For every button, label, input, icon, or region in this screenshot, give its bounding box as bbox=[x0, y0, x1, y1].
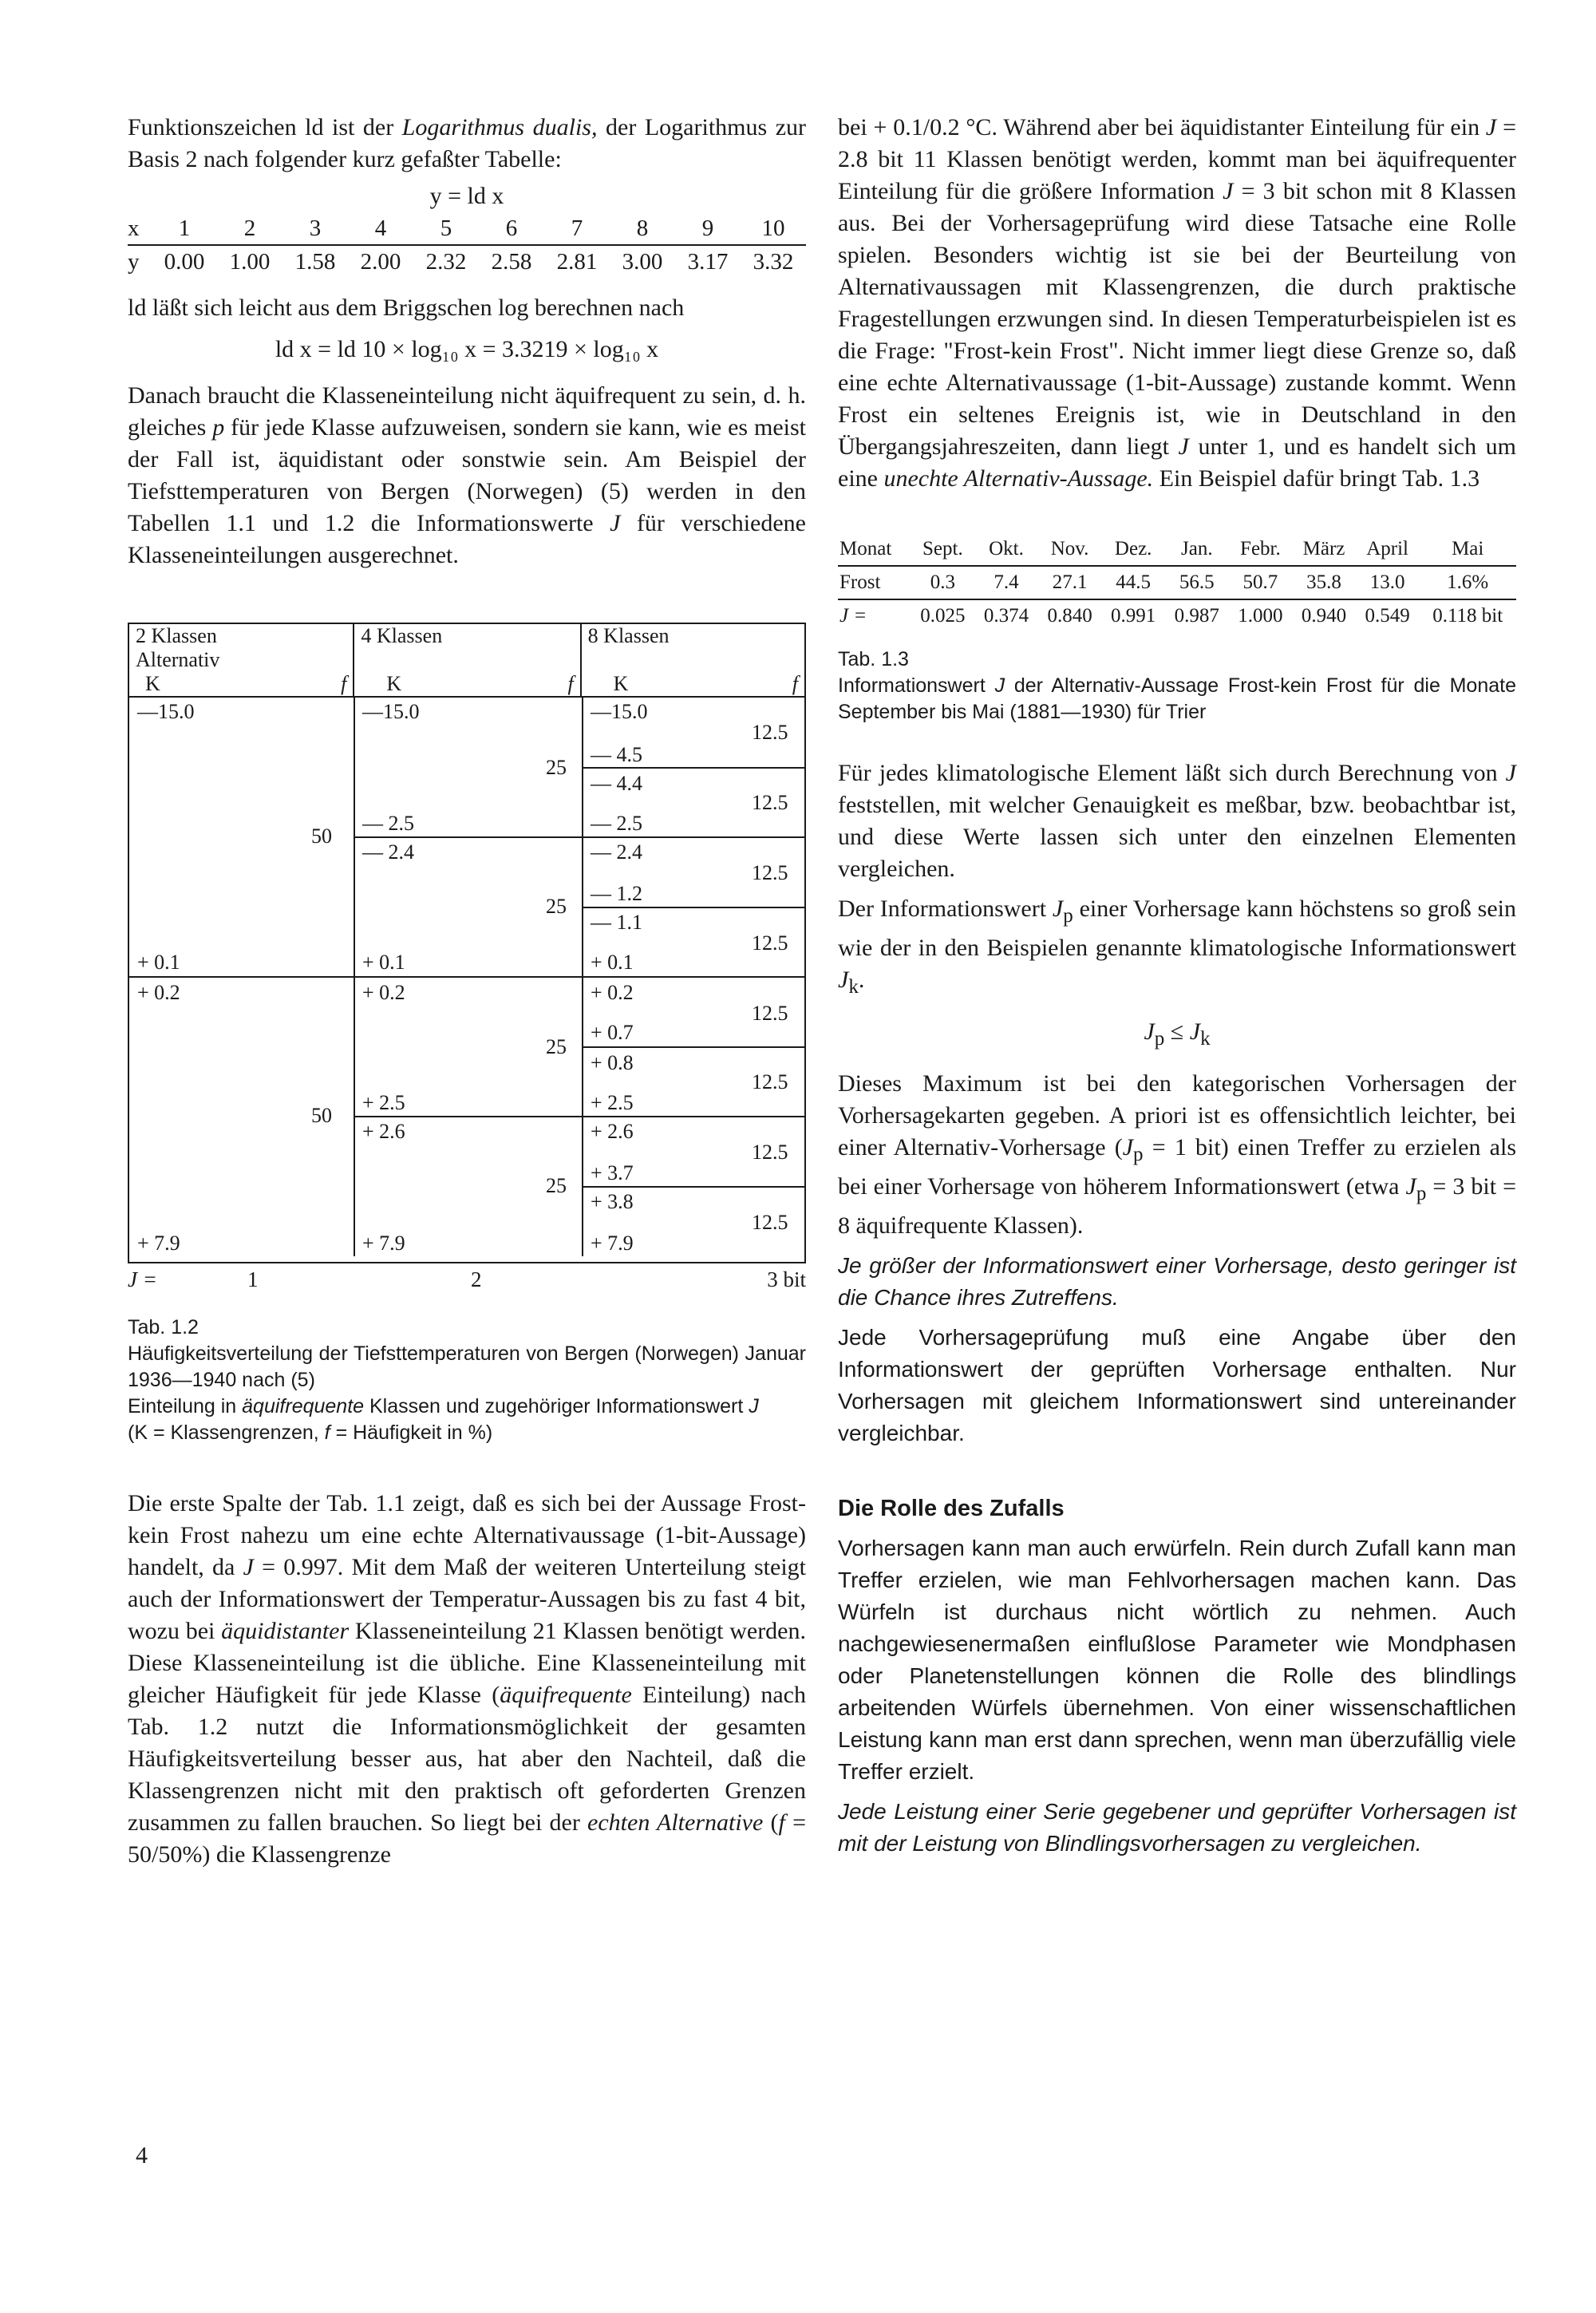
j-row: J = 0.025 0.374 0.840 0.991 0.987 1.000 0.940 0.549 0.118 bit bbox=[839, 605, 1503, 627]
k8-value: + 7.9 bbox=[591, 1232, 634, 1255]
frost-row: Frost 0.3 7.4 27.1 44.5 56.5 50.7 35.8 13.0 1.6% bbox=[838, 566, 1516, 599]
k2-value: + 7.9 bbox=[137, 1232, 180, 1255]
k8-value: + 0.1 bbox=[591, 951, 634, 974]
table-1-3 bbox=[838, 533, 1516, 632]
f8-value: 12.5 bbox=[752, 791, 788, 814]
k2-value: + 0.1 bbox=[137, 951, 180, 974]
f8-value: 12.5 bbox=[752, 721, 788, 744]
k8-value: —15.0 bbox=[591, 700, 648, 723]
caption-table-1-3: Tab. 1.3 Informationswert J der Alternativ-Aussage Frost-kein Frost für die Monate September bis Mai (1881—1930) für Trier bbox=[838, 648, 1516, 723]
ld-table bbox=[128, 212, 806, 278]
frequency-table: 2 Klassen Alternativ 4 Klassen 8 Klassen K f K f K f —15.0 + 0.1 + 0.2 + 7.9 50 50 —15.0 — 2.5 — 2.4 + 0.1 + 0.2 + 2.5 + 2.6 + 7.9 25 25 25 25 —15.0 — 4.5 — 4.4 — 2.5 — 2.4 — 1.2 — 1.1 + 0.1 + 0.2 + 0.7 + 0.8 + 2.5 + 2.6 + 3.7 + 3.8 + 7.9 12.5 12.5 12.5 12.5 12.5 12.5 12.5 12.5 bbox=[128, 623, 806, 1262]
f8-value: 12.5 bbox=[752, 861, 788, 884]
k4-value: + 7.9 bbox=[362, 1232, 405, 1255]
k8-value: + 3.8 bbox=[591, 1190, 634, 1213]
f8-value: 12.5 bbox=[752, 1211, 788, 1234]
k8-value: + 3.7 bbox=[591, 1161, 634, 1184]
statement-blindlingsvorhersagen: Jede Leistung einer Serie gegebener und geprüfter Vorhersagen ist mit der Leistung von Blindlingsvorhersagen zu vergleichen. bbox=[838, 1799, 1516, 1856]
intro-paragraph: Funktionszeichen ld ist der Logarithmus dualis, der Logarithmus zur Basis 2 nach folgender kurz gefaßter Tabelle: bbox=[128, 114, 806, 172]
k8-value: — 4.5 bbox=[591, 743, 642, 766]
k8-value: — 2.4 bbox=[591, 840, 642, 864]
ld-formula: ld x = ld 10 × log₁₀ x = 3.3219 × log₁₀ x bbox=[275, 336, 659, 362]
paragraph-aequidistant: bei + 0.1/0.2 °C. Während aber bei äquidistanter Einteilung für ein J = 2.8 bit 11 Klassen benötigt werden, kommt man bei äquifrequenter Einteilung für die größere Information J = 3 bit schon mit 8 Klassen aus. Bei der Vorhersageprüfung wird diese Tatsache eine Rolle spielen. Besonders wichtig ist sie bei der Beurteilung von Alternativaussagen mit Klassengrenzen, die durch praktische Fragestellungen erzwungen sind. In diesen Temperaturbeispielen ist es die Frage: "Frost-kein Frost". Nicht immer liegt diese Grenze so, daß eine echte Alternativaussage (1-bit-Aussage) zustande kommt. Wenn Frost ein seltenes Ereignis ist, wie in Deutschland in den Übergangsjahreszeiten, dann liegt J unter 1, und es handelt sich um eine unechte Alternativ-Aussage. Ein Beispiel dafür bringt Tab. 1.3 bbox=[838, 114, 1517, 492]
k2-value: + 0.2 bbox=[137, 981, 180, 1004]
k8-value: + 2.5 bbox=[591, 1091, 634, 1114]
f2-value: 50 bbox=[311, 1104, 332, 1127]
k4-value: + 0.2 bbox=[362, 981, 405, 1004]
k8-value: + 0.2 bbox=[591, 981, 634, 1004]
caption-table-1-2: Tab. 1.2 Häufigkeitsverteilung der Tiefsttemperaturen von Bergen (Norwegen) Januar 1936—1940 nach (5) Einteilung in äquifrequente Klassen und zugehöriger Informationswert J (K = Klassengrenzen, f = Häufigkeit in %) bbox=[128, 1316, 806, 1444]
k8-value: + 0.8 bbox=[591, 1051, 634, 1074]
f4-value: 25 bbox=[546, 895, 567, 918]
section-heading: Die Rolle des Zufalls bbox=[838, 1496, 1065, 1521]
paragraph-zufall: Vorhersagen kann man auch erwürfeln. Rein durch Zufall kann man Treffer erzielen, wie man Fehlvorhersagen machen kann. Das Würfeln ist durchaus nicht wörtlich zu nehmen. Auch nachgewiesenermaßen einflußlose Parameter wie Mondphasen oder Planetenstellungen können die Rolle des blindlings arbeitenden Würfels übernehmen. Von einer wissenschaftlichen Leistung kann man erst dann sprechen, wenn man überzufällig viele Treffer erzielt. bbox=[838, 1536, 1516, 1784]
f8-value: 12.5 bbox=[752, 1141, 788, 1164]
paragraph-informationswert: Der Informationswert $J_p$ einer Vorhersage kann höchstens so groß sein wie der in den Beispielen genannte klimatologische Informationswert $J_k$. bbox=[838, 896, 1516, 998]
f4-value: 25 bbox=[546, 1174, 567, 1197]
month-row: Monat Sept. Okt. Nov. Dez. Jan. Febr. März April Mai bbox=[838, 533, 1516, 566]
paragraph-maximum: Dieses Maximum ist bei den kategorischen Vorhersagen der Vorhersagekarten gegeben. A priori ist es offensichtlich leichter, bei einer Alternativ-Vorhersage ($J_p = 1$ bit) einen Treffer zu erzielen als bei einer Vorhersage von höherem Informationswert (etwa $J_p = 3$ bit = 8 äquifrequente Klassen). bbox=[838, 1070, 1516, 1239]
k4-value: — 2.4 bbox=[362, 840, 414, 864]
briggs-text: ld läßt sich leicht aus dem Briggschen log berechnen nach bbox=[128, 295, 685, 321]
f8-value: 12.5 bbox=[752, 1002, 788, 1025]
k4-value: —15.0 bbox=[362, 700, 420, 723]
f8-value: 12.5 bbox=[752, 1070, 788, 1093]
k4-value: + 2.5 bbox=[362, 1091, 405, 1114]
k2-value: —15.0 bbox=[137, 700, 195, 723]
right-column bbox=[838, 112, 1516, 1860]
information-values-row: J = 1 2 3 bit bbox=[128, 1267, 806, 1291]
paragraph-klimatologisch: Für jedes klimatologische Element läßt sich durch Berechnung von J feststellen, mit welcher Genauigkeit es meßbar, bzw. beobachtbar ist, und diese Werte lassen sich unter den einzelnen Elementen vergleichen. bbox=[838, 760, 1516, 882]
frequency-table-body bbox=[129, 698, 804, 1256]
f2-value: 50 bbox=[311, 824, 332, 848]
f4-value: 25 bbox=[546, 1035, 567, 1058]
f8-value: 12.5 bbox=[752, 931, 788, 955]
k8-value: — 1.1 bbox=[591, 911, 642, 934]
table-1-2 bbox=[128, 623, 806, 1295]
left-column bbox=[128, 112, 806, 1871]
statement-chance: Je größer der Informationswert einer Vorhersage, desto geringer ist die Chance ihres Zutreffens. bbox=[838, 1253, 1516, 1310]
k4-value: — 2.5 bbox=[362, 812, 414, 835]
ld-row-y: y 0.00 1.00 1.58 2.00 2.32 2.58 2.81 3.00 3.17 3.32 bbox=[128, 248, 794, 275]
ld-row-x: x 1 2 3 4 5 6 7 8 9 10 bbox=[128, 212, 806, 245]
page-number: 4 bbox=[136, 2142, 148, 2169]
k4-value: + 2.6 bbox=[362, 1120, 405, 1143]
k8-value: — 4.4 bbox=[591, 772, 642, 795]
ld-table-title: y = ld x bbox=[429, 183, 504, 209]
k8-value: + 0.7 bbox=[591, 1021, 634, 1044]
k4-value: + 0.1 bbox=[362, 951, 405, 974]
inequality: $J_p \le J_k$ bbox=[1144, 1018, 1211, 1050]
statement-vorhersagepruefung: Jede Vorhersageprüfung muß eine Angabe über den Informationswert der geprüften Vorhersage enthalten. Nur Vorhersagen mit gleichem Informationswert sind untereinander vergleichbar. bbox=[838, 1325, 1516, 1445]
k8-value: — 2.5 bbox=[591, 812, 642, 835]
k8-value: + 2.6 bbox=[591, 1120, 634, 1143]
paragraph-klasseneinteilung: Danach braucht die Klasseneinteilung nicht äquifrequent zu sein, d. h. gleiches p für jede Klasse aufzuweisen, sondern sie kann, wie es meist der Fall ist, äquidistant oder sonstwie sein. Am Beispiel der Tiefsttemperaturen von Bergen (Norwegen) (5) werden in den Tabellen 1.1 und 1.2 die Informationswerte J für verschiedene Klasseneinteilungen ausgerechnet. bbox=[128, 382, 806, 568]
paragraph-erste-spalte: Die erste Spalte der Tab. 1.1 zeigt, daß es sich bei der Aussage Frost-kein Frost nahezu um eine echte Alternativaussage (1-bit-Aussage) handelt, da J = 0.997. Mit dem Maß der weiteren Unterteilung steigt auch der Informationswert der Temperatur-Aussagen bis zu fast 4 bit, wozu bei äquidistanter Klasseneinteilung 21 Klassen benötigt werden. Diese Klasseneinteilung ist die übliche. Eine Klasseneinteilung mit gleicher Häufigkeit für jede Klasse (äquifrequente Einteilung) nach Tab. 1.2 nutzt die Informationsmöglichkeit der gesamten Häufigkeitsverteilung besser aus, hat aber den Nachteil, daß die Klassengrenzen nicht mit den praktisch oft geforderten Grenzen zusammen zu fallen brauchen. So liegt bei der echten Alternative (f = 50/50%) die Klassengrenze bbox=[128, 1490, 806, 1868]
f4-value: 25 bbox=[546, 756, 567, 779]
k8-value: — 1.2 bbox=[591, 882, 642, 905]
